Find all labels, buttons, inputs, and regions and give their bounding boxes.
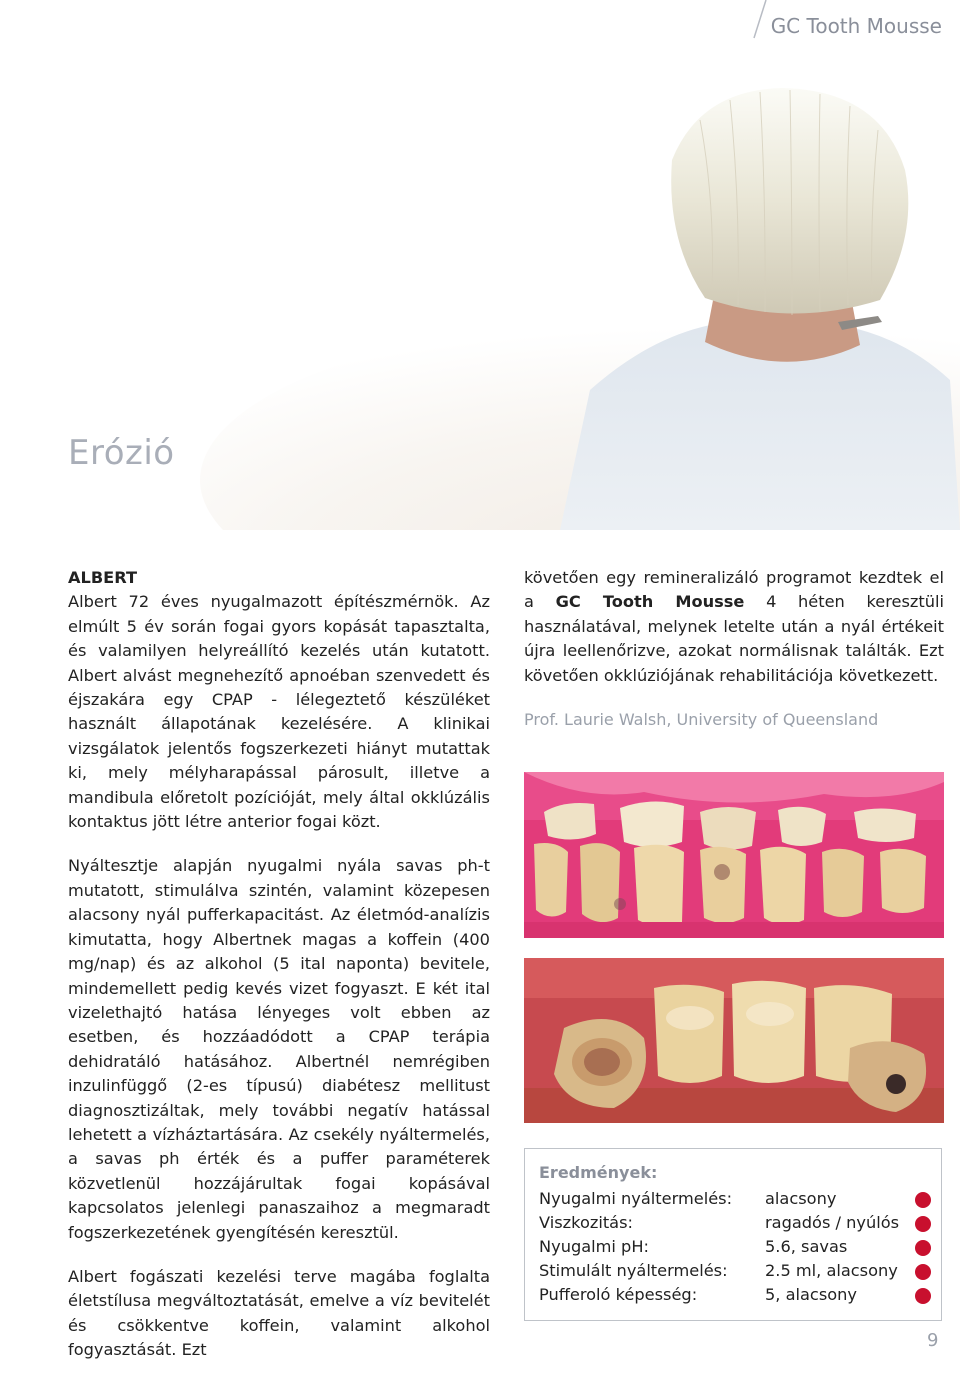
article-paragraph-1: [68, 566, 490, 834]
results-row: [539, 1237, 935, 1261]
article-paragraph-2: Nyáltesztje alapján nyugalmi nyála savas ph-t mutatott, stimulálva szintén, valamint közepesen alacsony nyál pufferkapacitást. Az életmód-analízis kimutatta, hogy Albertnek magas a koffein (400 mg/nap) és az alkohol (5 ital naponta) bevitele, mindemellett pedig kevés vizet fogyaszt. E két ital vizelethajtó hatása lényeges volt ebben az esetben, és hozzáadódott a CPAP terápia dehidratáló hatásához. Albertnél nemrégiben inzulinfüggő (2-es típusú) diabétesz mellitust diagnosztizáltak, mely további negatív hatással lehetett a vízháztartására. Az csekély nyáltermelés, a savas ph érték és a puffer paraméterek közvetlenül hozzájárultak fogai kopásával kapcsolatos jelenlegi panaszaihoz a megmaradt fogszerkezetének gyengítésén keresztül.: [68, 856, 490, 1242]
red-indicator-dot: [915, 1288, 931, 1304]
article-paragraph-4: [524, 566, 944, 688]
author-credit: Prof. Laurie Walsh, University of Queensland: [524, 710, 879, 729]
red-indicator-dot: [915, 1264, 931, 1280]
result-value: 2.5 ml, alacsony: [765, 1261, 898, 1280]
results-title: Eredmények:: [539, 1163, 658, 1182]
results-row: [539, 1189, 935, 1213]
paragraph-1-text: Albert 72 éves nyugalmazott építészmérnök. Az elmúlt 5 év során fogai gyors kopását tapasztalta, és valamilyen helyreállító kezelés után kutatott. Albert alvást megnehezítő apnoéban szenvedett és éjszakára egy CPAP - lélegeztető készüléket használt állapotának kezelésére. A klinikai vizsgálatok jelentős fogszerkezeti hiányt mutattak ki, mely mélyharapással párosult, illetve a mandibula előretolt pozícióját, mely által okklúzális kontaktus jött létre anterior fogai közt.: [68, 592, 490, 832]
paragraph-4-start: követően egy remineralizáló programot kezdtek el a: [524, 568, 944, 612]
photo-eroded-teeth-front: [524, 772, 944, 938]
results-box: [524, 1148, 942, 1321]
page-number: 9: [927, 1330, 939, 1351]
result-label: Stimulált nyáltermelés:: [539, 1261, 728, 1280]
red-indicator-dot: [915, 1192, 931, 1208]
result-value: alacsony: [765, 1189, 837, 1208]
red-indicator-dot: [915, 1216, 931, 1232]
photo-worn-teeth-occlusal: [524, 958, 944, 1123]
article-left-column: [68, 566, 490, 1383]
article-paragraph-3: Albert fogászati kezelési terve magába foglalta életstílusa megváltoztatását, emelve a víz bevitelét és csökkentve koffein, valamint alkohol fogyasztását. Ezt: [68, 1266, 490, 1360]
red-indicator-dot: [915, 1240, 931, 1256]
result-value: ragadós / nyúlós: [765, 1213, 900, 1232]
result-label: Nyugalmi pH:: [539, 1237, 649, 1256]
result-value: 5, alacsony: [765, 1285, 858, 1304]
result-value: 5.6, savas: [765, 1237, 848, 1256]
product-name: GC Tooth Mousse: [555, 592, 745, 612]
header-title: GC Tooth Mousse: [770, 14, 942, 38]
results-row: [539, 1213, 935, 1237]
paragraph-4-end: 4 héten keresztüli használatával, melynek letelte után a nyál értékeit újra leellenőrizve, azokat normálisnak találták. Ezt követően okklúziójának rehabilitációja következett.: [524, 592, 944, 685]
patient-name-heading: ALBERT: [68, 568, 138, 587]
results-row: [539, 1261, 935, 1285]
result-label: Nyugalmi nyáltermelés:: [539, 1189, 733, 1208]
section-title: Erózió: [68, 433, 175, 473]
results-row: [539, 1285, 935, 1309]
result-label: Viszkozitás:: [539, 1213, 633, 1232]
article-right-column: [524, 566, 944, 688]
result-label: Pufferoló képesség:: [539, 1285, 698, 1304]
